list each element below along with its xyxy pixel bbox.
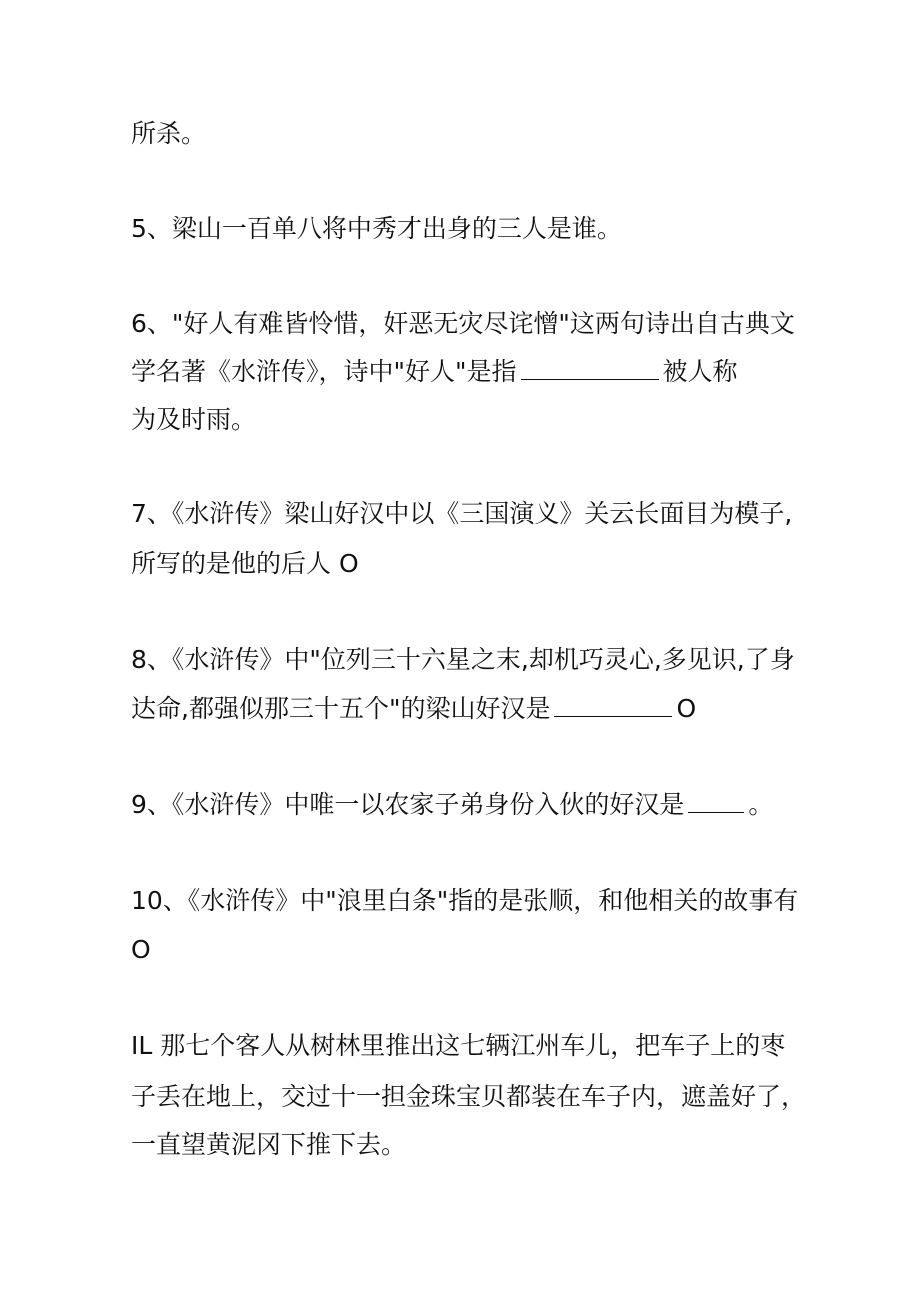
question-9-text-before-blank: 9、《水浒传》中唯一以农家子弟身份入伙的好汉是 [131,790,685,819]
question-8-text-before-blank: 达命,都强似那三十五个"的梁山好汉是 [131,694,551,723]
question-7-line-1: 7、《水浒传》梁山好汉中以《三国演义》关云长面目为模子, [131,499,793,528]
question-8-line-2 [131,692,696,726]
question-6-text-after-blank: 被人称 [662,357,738,386]
question-7-line-2: 所写的是他的后人 O [131,549,359,578]
question-8-text-after-blank: O [676,694,697,723]
text-line-continuation: 所杀。 [131,119,207,148]
passage-line-1: IL 那七个客人从树林里推出这七辆江州车儿，把车子上的枣 [131,1031,786,1060]
answer-blank [688,790,744,813]
answer-blank [554,694,672,717]
question-6-line-1: 6、"好人有难皆怜惜，奸恶无灾尽诧憎"这两句诗出自古典文 [131,309,795,338]
question-9 [131,788,773,822]
passage-line-2: 子丢在地上，交过十一担金珠宝贝都装在车子内，遮盖好了， [131,1082,807,1111]
question-6-line-2 [131,355,738,389]
question-10-line-2: O [131,935,151,964]
passage-line-3: 一直望黄泥冈下推下去。 [131,1130,407,1159]
question-6-text-before-blank: 学名著《水浒传》，诗中"好人"是指 [131,357,517,386]
question-9-text-after-blank: 。 [748,790,774,819]
question-5: 5、梁山一百单八将中秀才出身的三人是谁。 [131,214,622,243]
question-8-line-1: 8、《水浒传》中"位列三十六星之末,却机巧灵心,多见识,了身 [131,645,795,674]
answer-blank [521,357,659,380]
question-6-line-3: 为及时雨。 [131,405,257,434]
question-10-line-1: 10、《水浒传》中"浪里白条"指的是张顺，和他相关的故事有 [131,886,799,915]
